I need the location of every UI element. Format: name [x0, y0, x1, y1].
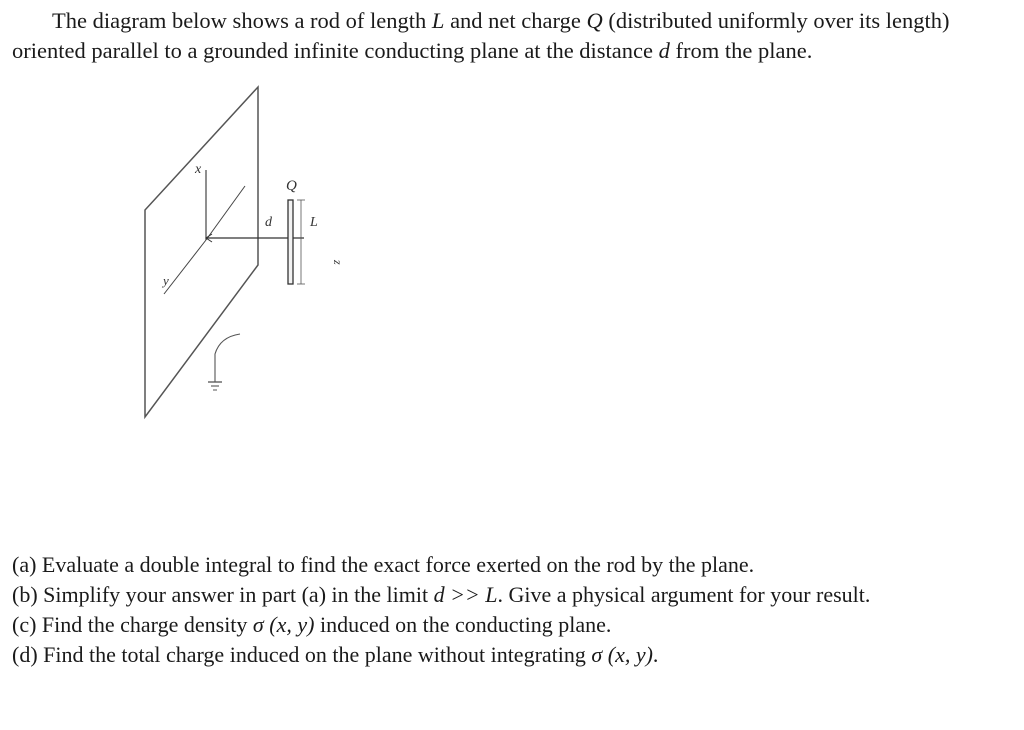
question-b-text-1: (b) Simplify your answer in part (a) in the limit [12, 582, 434, 607]
label-d: d [265, 215, 272, 230]
question-d-text-1: (d) Find the total charge induced on the plane without integrating [12, 642, 592, 667]
question-b-limit: d >> L [433, 582, 498, 607]
question-a-text: (a) Evaluate a double integral to find the exact force exerted on the rod by the plane. [12, 552, 755, 577]
question-c-text-1: (c) Find the charge density [12, 612, 253, 637]
question-a [12, 550, 1002, 580]
question-d [12, 640, 1002, 670]
label-Q: Q [286, 178, 297, 194]
question-b [12, 580, 1002, 610]
question-b-text-2: . Give a physical argument for your result. [497, 582, 871, 607]
intro-text-4: from the plane. [669, 38, 813, 63]
question-d-text-2: . [652, 642, 659, 667]
diagram-svg [130, 82, 370, 427]
question-c [12, 610, 1002, 640]
y-axis [164, 240, 206, 294]
ground-symbol-icon [208, 382, 222, 390]
x-axis [206, 186, 245, 240]
var-L: L [431, 8, 445, 33]
conducting-plane [145, 87, 258, 417]
label-z: z [331, 260, 345, 265]
label-L: L [310, 215, 318, 230]
problem-intro [12, 6, 1016, 66]
charged-rod [288, 200, 293, 284]
label-y: y [163, 273, 169, 288]
question-c-sigma: σ (x, y) [252, 612, 315, 637]
intro-text-3: (distributed uniformly over its length) oriented parallel to a grounded infinite conducting plane at the distance [12, 8, 950, 63]
var-Q: Q [586, 8, 603, 33]
var-d: d [658, 38, 670, 63]
question-d-sigma: σ (x, y) [591, 642, 653, 667]
question-c-text-2: induced on the conducting plane. [314, 612, 612, 637]
intro-text-1: The diagram below shows a rod of length [52, 8, 432, 33]
intro-text-2: and net charge [444, 8, 587, 33]
label-x: x [195, 162, 202, 177]
rod-plane-diagram [130, 82, 370, 427]
ground-wire [215, 334, 240, 382]
question-list [12, 550, 1002, 670]
